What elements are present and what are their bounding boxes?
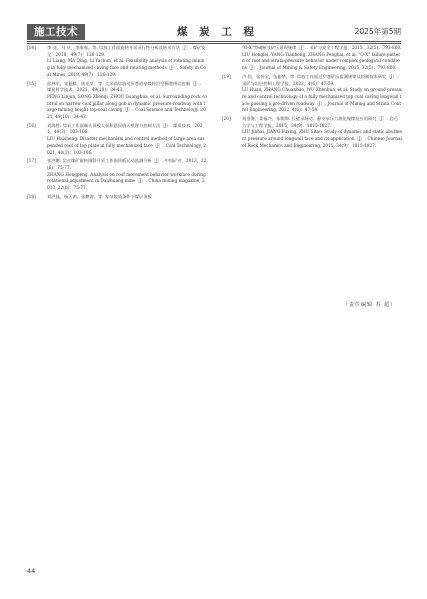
reference-zh: 刘金海，姜福兴，朱斯陶. 长壁采场动、静支承压力演化规律及应用研究［J］. 岩石力学与工程学报，2015，34(9)：1815-1827. [242, 117, 398, 129]
references-right-column [222, 46, 402, 153]
reference-18 [27, 195, 207, 202]
reference-zh: 彭林军，宋振骐，周光华，等. 大采高综放动压巷道窄煤柱沿空掘巷围岩控制［J］. 煤炭科学技术，2021，49(10)：34-43. [47, 81, 202, 94]
reference-zh: 刘洪磊，杨天鸿，张鹏海，等. 复杂地质条件下煤层顶板 [47, 194, 152, 200]
reference-en: LIU Jinhai, JIANG Fuxing, ZHU Sitao. Study of dynamic and static abutment pressure around longwall face and its application［J］. Chinese Journal of Rock Mechanics and Engineering, 2015, 34(9)：1815-1827. [242, 130, 403, 149]
reference-number: [20] [222, 117, 231, 123]
reference-en: ZHANG Hongpeng. Analysis on roof movement behavior workface during rotational adjustment in Daizhuang mine［J］. China mining magazine, 2013, 22(6)：75-77. [47, 172, 206, 192]
journal-title: 煤 炭 工 程 [177, 26, 258, 38]
reference-zh: 张洪鹏. 岱庄煤矿旋转调斜开采工作面顶板运动监测分析［J］. 中国矿业，2013，22(6)：75-77. [47, 159, 207, 171]
reference-zh: 卢 恒，张传宝，伍振华，等. 综放工作面过空巷矿压监测规律及控制技术研究［J］. 采矿与岩层控制工程学报，2022，4(6)：47-59. [242, 74, 398, 87]
reference-en: LIU Honglei, YANG Tianhong, ZHANG Penghai, et al. "O-X" failure pattern of roof and strata-pressure behavior under complex geological conditions［J］. Journal of Mining & Safety Engineering, 2015, 32(5)：793-800. [242, 52, 401, 72]
reference-en: LIU Haisheng. Disaster mechanism and control method of large area suspended roof of top plate in fully mechanized face［J］. Coal Technology, 2021, 40(3)：103-106. [47, 137, 206, 156]
header-rule [27, 41, 401, 42]
responsible-editor: （责任编辑 苏 超） [343, 302, 397, 308]
reference-number: [14] [27, 46, 36, 51]
reference-number: [19] [222, 74, 231, 80]
reference-zh: 李 亮，马 庆，李家春，等. 综放工作面旋转开采可行性分析及转采方法［J］. 煤矿安全，2018，49(7)：126-129. [47, 46, 206, 58]
reference-number: [17] [27, 159, 36, 165]
reference-17 [27, 159, 207, 193]
reference-15 [27, 82, 207, 122]
reference-en: LI Liang, MA Qing, LI Yachun, et al. Feasibility analysis of rotating mining in fully mechanized caving face and rotating methods［J］. Safety in Coal Mines, 2018, 49(7)：126-129. [47, 59, 206, 78]
references-left-column [27, 46, 207, 203]
reference-zh: "O-X"型破断及矿压显现规律［J］. 采矿与安全工程学报，2015，32(5)：793-800. [242, 46, 402, 51]
reference-20 [222, 117, 402, 151]
reference-19 [222, 75, 402, 115]
reference-14 [27, 46, 207, 80]
page-number: 44 [27, 567, 36, 575]
reference-number: [15] [27, 81, 36, 87]
reference-number: [16] [27, 123, 36, 129]
reference-en: LU Huan, ZHANG Chuanbao, WU Zhenhua, et al. Study on ground pressure and control technology of a fully mechanized top coal caving longwall face passing a pre-driven roadway［J］. Journal of Mining and Strata Control Engineering, 2022, 4(6)：47-59. [242, 88, 402, 114]
reference-16 [27, 124, 207, 158]
section-tag: 施工技术 [27, 24, 85, 40]
reference-zh: 刘海胜. 综采工作面端头顶板大面积悬顶放天机理与控制方法［J］. 煤炭技术，2021，40(3)：103-106. [47, 123, 203, 136]
reference-en: PENG Linjun, SONG Zhenqi, ZHOU Guanghua, et al. Surrounding rock control on narrow coal pillar along gob in dynamic pressure roadway with large mining height top-coal caving［J］. Coal Science and Technology, 2021, 49(10)：34-43. [47, 94, 207, 121]
reference-18-continued [222, 46, 402, 73]
header-rule-thin [27, 43, 401, 44]
issue-label: 2025年第5期 [354, 27, 401, 36]
page-header [27, 24, 401, 40]
reference-number: [18] [27, 194, 36, 200]
